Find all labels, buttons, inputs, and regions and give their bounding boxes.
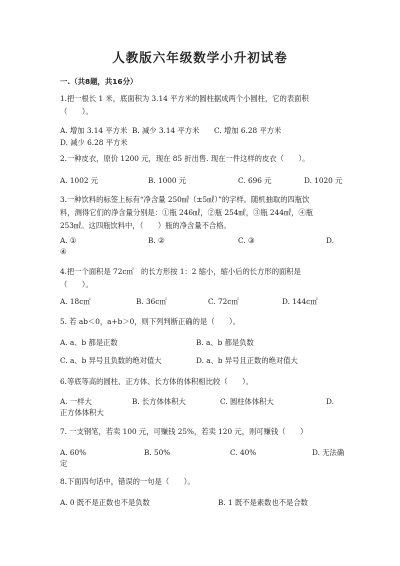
option-c: C. 40% — [230, 448, 257, 457]
option-a: A. ① — [60, 236, 77, 245]
question-6 — [60, 375, 350, 388]
option-a: A. 增加 3.14 平方米 — [60, 126, 128, 135]
option-d: D. a、b 异号且正数的绝对值大 — [196, 356, 298, 365]
question-line: （ ）。 — [60, 107, 93, 116]
option-b: B. 50% — [144, 448, 171, 457]
option-b: B. 减少 3.14 平方米 — [132, 126, 200, 135]
option-a: A. 18c㎡ — [60, 297, 91, 306]
question-line: 1.把一根长 1 米，底面积为 3.14 平方米的圆柱据成两个小圆柱，它的表面积 — [60, 94, 309, 103]
option-b: B. ② — [148, 236, 165, 245]
option-c: C. 72c㎡ — [208, 297, 239, 306]
question-5 — [60, 315, 350, 328]
page-title: 人教版六年级数学小升初试卷 — [112, 50, 288, 65]
option-d-continued: 定 — [60, 459, 68, 468]
option-d: D. — [326, 397, 334, 406]
option-c: C. ③ — [238, 236, 255, 245]
option-c: C. a、b 异号且负数的绝对值大 — [60, 356, 162, 365]
option-c: C. 圆柱体体积大 — [220, 397, 274, 406]
question-4 — [60, 265, 350, 291]
option-d: D. 1020 元 — [304, 176, 343, 185]
question-line: 7. 一支钢笔，若卖 100 元，可赚钱 25%，若卖 120 元，则可赚钱（ ） — [60, 427, 308, 436]
option-b: B. 36c㎡ — [136, 297, 167, 306]
option-a: A. 1002 元 — [60, 176, 99, 185]
option-d: D. 减少 6.28 平方米 — [60, 138, 128, 147]
question-7 — [60, 425, 350, 438]
question-8 — [60, 475, 350, 488]
question-line: 3.一种饮料的标签上标有“净含量 250㎖（±5㎖）”的字样。随机抽取的四瓶饮 — [60, 195, 310, 204]
option-c: C. 696 元 — [238, 176, 272, 185]
option-b: B. a、b 都是负数 — [196, 338, 254, 347]
option-d: D. — [326, 236, 334, 245]
option-b: B. 1 既不是素数也不是合数 — [218, 498, 308, 507]
option-d-continued: 正方体体积大 — [60, 408, 104, 417]
option-a: A. 0 既不是正数也不是负数 — [60, 498, 150, 507]
option-b: B. 长方体体积大 — [132, 397, 186, 406]
question-2 — [60, 152, 350, 165]
option-d: D. 144c㎡ — [282, 297, 318, 306]
question-line: （ ）。 — [60, 280, 93, 289]
question-1 — [60, 92, 350, 118]
option-c: C. 增加 6.28 平方米 — [214, 126, 282, 135]
option-d-continued: ④ — [60, 247, 67, 256]
question-line: 253㎖。这四瓶饮料中，（ ）瓶的净含量不合格。 — [60, 221, 231, 230]
question-line: 8.下面四句话中，错误的一句是（ ）。 — [60, 477, 195, 486]
option-a: A. 60% — [60, 448, 87, 457]
question-line: 2.一种皮衣，原价 1200 元，现在 85 折出售. 现在一件这样的皮衣（ ）。 — [60, 154, 310, 163]
question-line: 6.等底等高的圆柱、正方体、长方体的体积相比较（ ）。 — [60, 377, 254, 386]
option-d: D. 无法确 — [312, 448, 345, 457]
option-a: A. a、b 都是正数 — [60, 338, 118, 347]
question-line: 5. 若 ab＜0，a+b＞0，则下列判断正确的是（ ）。 — [60, 317, 241, 326]
question-line: 4.把一个面积是 72c㎡ 的长方形按 1：2 缩小，缩小后的长方形的面积是 — [60, 267, 301, 276]
question-line: 料，测得它们的净含量分别是：①瓶 246㎖，②瓶 254㎖，③瓶 244㎖，④瓶 — [60, 208, 314, 217]
option-b: B. 1000 元 — [148, 176, 187, 185]
section-heading: 一.（共8题，共16分） — [60, 77, 138, 86]
question-3 — [60, 193, 350, 232]
option-a: A. 一样大 — [60, 397, 92, 406]
